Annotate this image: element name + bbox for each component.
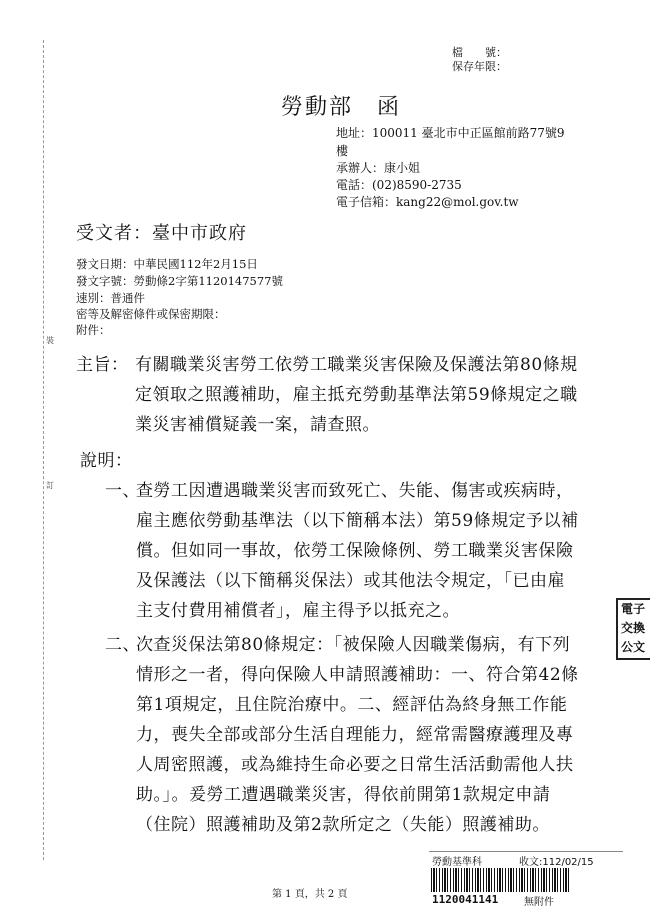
receipt-department: 勞動基準科 bbox=[432, 857, 482, 868]
item-line: 助。」。爰勞工遭遇職業災害，得依前開第1款規定申請 bbox=[136, 785, 551, 805]
document-number: 發文字號：勞動條2字第1120147577號 bbox=[76, 274, 283, 288]
phone: 電話：(02)8590-2735 bbox=[336, 178, 462, 192]
binding-line bbox=[43, 40, 44, 860]
subject-line: 業災害補償疑義一案，請查照。 bbox=[135, 415, 380, 435]
item-number: 二、 bbox=[105, 635, 140, 655]
document-title: 勞動部 函 bbox=[281, 95, 402, 120]
subject-line: 定領取之照護補助，雇主抵充勞動基準法第59條規定之職 bbox=[135, 385, 578, 405]
stamp-line: 公文 bbox=[621, 640, 646, 654]
delivery-speed: 速別：普通件 bbox=[76, 291, 145, 305]
item-line: 查勞工因遭遇職業災害而致死亡、失能、傷害或疾病時， bbox=[136, 481, 574, 501]
attachment: 附件： bbox=[76, 323, 111, 337]
stamp-line: 交換 bbox=[621, 621, 646, 635]
item-line: 第1項規定，且住院治療中。二、經評估為終身無工作能 bbox=[136, 695, 568, 715]
file-number-label: 檔 號： bbox=[452, 46, 507, 59]
sender-address: 地址：100011 臺北市中正區館前路77號9 bbox=[336, 126, 565, 140]
electronic-exchange-stamp bbox=[616, 598, 650, 660]
issue-date: 發文日期：中華民國112年2月15日 bbox=[76, 257, 258, 271]
page-number: 第 1 頁，共 2 頁 bbox=[272, 889, 348, 900]
subject-line: 有關職業災害勞工依勞工職業災害保險及保護法第80條規 bbox=[135, 355, 578, 375]
barcode-number: 1120041141 bbox=[432, 893, 499, 906]
item-line: 力，喪失全部或部分生活自理能力，經常需醫療護理及專 bbox=[136, 725, 574, 745]
item-number: 一、 bbox=[105, 481, 140, 501]
subject-label: 主旨： bbox=[76, 355, 129, 375]
order-mark: 訂 bbox=[46, 481, 54, 490]
recipient: 受文者：臺中市政府 bbox=[76, 223, 247, 244]
binding-mark: 裝 bbox=[46, 336, 54, 345]
explanation-label: 說明： bbox=[80, 451, 133, 471]
item-line: 及保護法（以下簡稱災保法）或其他法令規定，「已由雇 bbox=[136, 571, 565, 591]
stamp-line: 電子 bbox=[621, 602, 646, 616]
retention-label: 保存年限： bbox=[452, 60, 507, 73]
receipt-attachment: 無附件 bbox=[524, 897, 554, 908]
email: 電子信箱：kang22@mol.gov.tw bbox=[336, 195, 519, 209]
contact-person: 承辦人：康小姐 bbox=[336, 161, 421, 175]
item-line: 償。但如同一事故，依勞工保險條例、勞工職業災害保險 bbox=[136, 541, 574, 561]
item-line: 次查災保法第80條規定：「被保險人因職業傷病，有下列 bbox=[136, 635, 571, 655]
item-line: 情形之一者，得向保險人申請照護補助：一、符合第42條 bbox=[136, 665, 579, 685]
receipt-date: 收文:112/02/15 bbox=[519, 857, 594, 868]
secrecy-level: 密等及解密條件或保密期限： bbox=[76, 307, 226, 321]
item-line: 主支付費用補償者」，雇主得予以抵充之。 bbox=[136, 601, 460, 621]
sender-address-cont: 樓 bbox=[336, 144, 349, 158]
item-line: （住院）照護補助及第2款所定之（失能）照護補助。 bbox=[136, 815, 550, 835]
item-line: 人周密照護，或為維持生命必要之日常生活活動需他人扶 bbox=[136, 755, 574, 775]
barcode bbox=[431, 868, 569, 892]
item-line: 雇主應依勞動基準法（以下簡稱本法）第59條規定予以補 bbox=[136, 511, 579, 531]
